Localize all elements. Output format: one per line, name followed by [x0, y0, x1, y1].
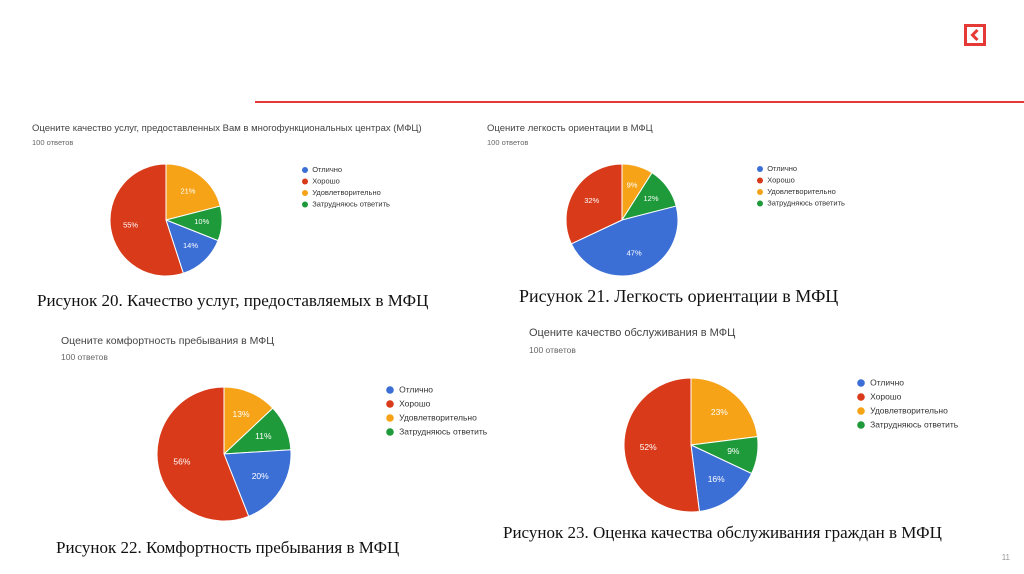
- pie-chart-quality: [100, 158, 420, 284]
- legend-swatch: [302, 179, 308, 185]
- legend-swatch: [757, 189, 763, 195]
- chart-subtitle: 100 ответов: [487, 138, 529, 147]
- chart-title: Оцените качество обслуживания в МФЦ: [529, 327, 736, 339]
- figure-caption: Рисунок 20. Качество услуг, предоставляемых в МФЦ: [37, 291, 429, 310]
- legend-label: Хорошо: [767, 175, 795, 185]
- legend-label: Затрудняюсь ответить: [870, 419, 959, 430]
- legend-swatch: [302, 190, 308, 196]
- legend-label: Удовлетворительно: [870, 405, 948, 416]
- page-number: 11: [1001, 553, 1010, 562]
- legend-label: Удовлетворительно: [399, 412, 477, 423]
- legend-label: Удовлетворительно: [767, 186, 836, 196]
- slice-label: 23%: [710, 407, 728, 418]
- legend-swatch: [757, 166, 763, 172]
- header-divider: [255, 101, 1024, 103]
- legend-label: Отлично: [312, 164, 343, 174]
- slice-label: 11%: [255, 431, 272, 442]
- legend-label: Хорошо: [870, 391, 902, 402]
- legend-label: Хорошо: [312, 176, 340, 186]
- chart-subtitle: 100 ответов: [529, 345, 576, 355]
- slice-label: 13%: [232, 408, 250, 419]
- legend-swatch: [757, 178, 763, 184]
- slice-label: 14%: [183, 241, 199, 251]
- slice-label: 9%: [727, 445, 740, 456]
- legend-label: Отлично: [399, 384, 434, 395]
- legend-swatch: [386, 414, 394, 422]
- legend-swatch: [302, 202, 308, 208]
- figure-caption: Рисунок 23. Оценка качества обслуживания граждан в МФЦ: [503, 523, 942, 542]
- slice-label: 55%: [123, 220, 139, 230]
- legend-label: Отлично: [870, 377, 905, 388]
- chart-title: Оцените легкость ориентации в МФЦ: [487, 123, 653, 134]
- slice-label: 12%: [643, 193, 659, 203]
- figure-caption: Рисунок 21. Легкость ориентации в МФЦ: [519, 286, 839, 306]
- pie-chart-comfort: [140, 380, 510, 530]
- legend-label: Затрудняюсь ответить: [312, 199, 390, 209]
- chart-title: Оцените качество услуг, предоставленных Вам в многофункциональных центрах (МФЦ): [32, 123, 422, 134]
- slice-label: 21%: [180, 186, 196, 196]
- slice-label: 9%: [626, 180, 638, 190]
- legend-label: Отлично: [767, 163, 798, 173]
- legend-swatch: [857, 379, 865, 387]
- legend-label: Хорошо: [399, 398, 431, 409]
- slice-label: 32%: [584, 195, 600, 205]
- legend-swatch: [857, 393, 865, 401]
- legend-swatch: [757, 201, 763, 207]
- slice-label: 52%: [639, 441, 657, 452]
- chart-title: Оцените комфортность пребывания в МФЦ: [61, 335, 275, 347]
- legend-swatch: [857, 407, 865, 415]
- pie-slice-1: [624, 378, 699, 512]
- legend-swatch: [386, 428, 394, 436]
- pie-chart-service: [600, 374, 970, 518]
- pie-chart-orientation: [555, 160, 875, 284]
- legend-swatch: [386, 400, 394, 408]
- slice-label: 56%: [173, 456, 191, 467]
- chart-subtitle: 100 ответов: [61, 352, 108, 362]
- legend-swatch: [386, 386, 394, 394]
- legend-label: Удовлетворительно: [312, 187, 381, 197]
- legend-swatch: [302, 167, 308, 173]
- legend-label: Затрудняюсь ответить: [399, 426, 488, 437]
- chart-subtitle: 100 ответов: [32, 138, 74, 147]
- legend-swatch: [857, 421, 865, 429]
- slice-label: 10%: [194, 217, 210, 227]
- slice-label: 20%: [251, 471, 269, 482]
- legend-label: Затрудняюсь ответить: [767, 198, 845, 208]
- slice-label: 47%: [626, 248, 642, 258]
- slice-label: 16%: [707, 473, 725, 484]
- figure-caption: Рисунок 22. Комфортность пребывания в МФЦ: [56, 538, 400, 557]
- chevron-left-square-icon: [964, 24, 986, 46]
